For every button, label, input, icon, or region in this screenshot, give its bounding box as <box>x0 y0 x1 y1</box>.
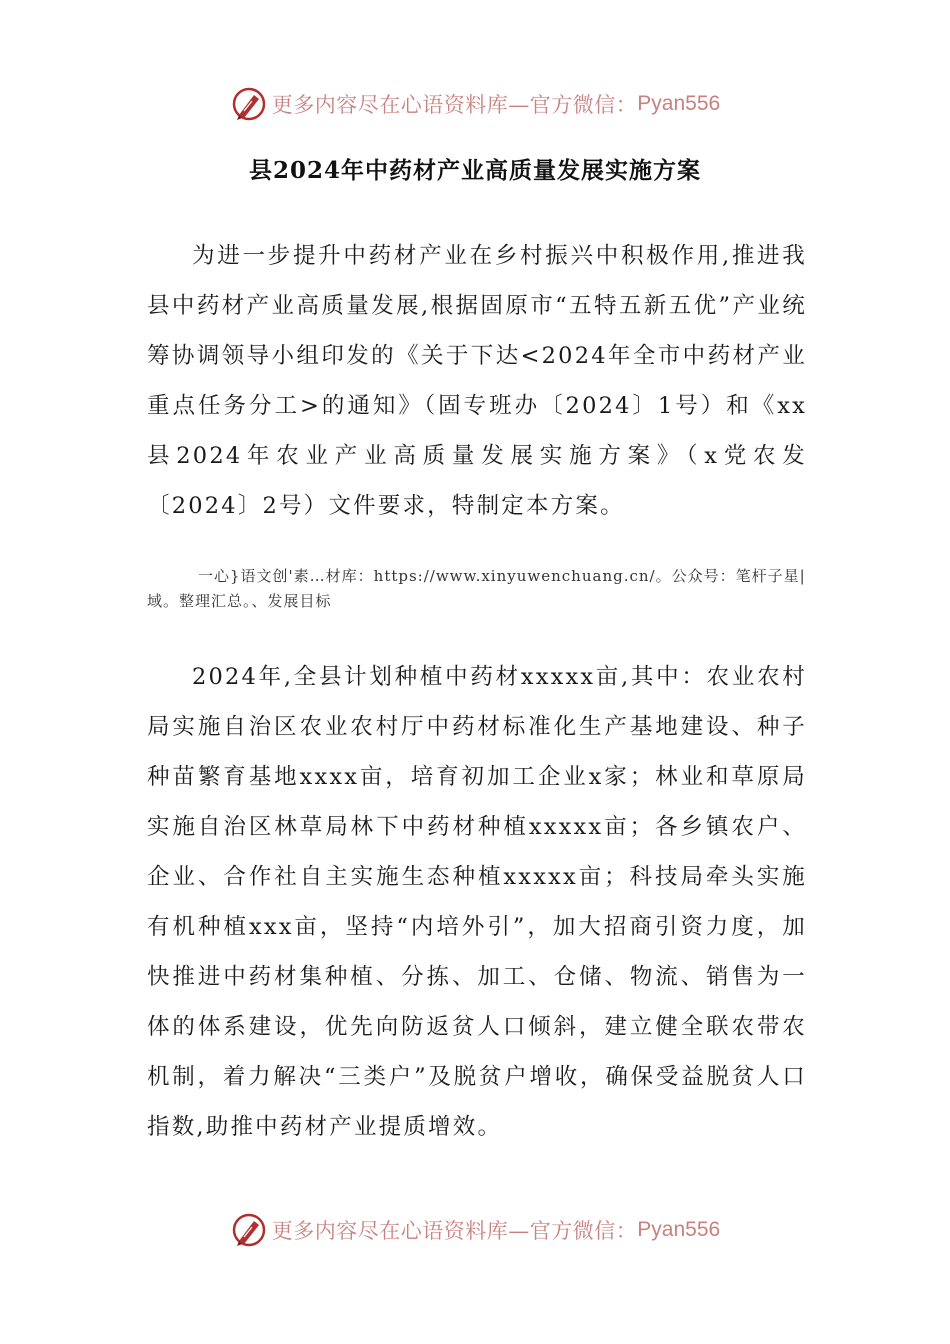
footer-banner <box>0 1208 950 1252</box>
document-title: 县2024年中药材产业高质量发展实施方案 <box>248 157 701 184</box>
pen-nib-icon <box>230 85 268 123</box>
banner-text: 更多内容尽在心语资料库—官方微信： <box>271 1219 638 1243</box>
wechat-id: Pyan556 <box>637 92 721 115</box>
paragraph-goals: 2024年,全县计划种植中药材xxxxx亩,其中：农业农村局实施自治区农业农村厅中药材标准化生产基地建设、种子种苗繁育基地xxxx亩，培育初加工企业x家；林业和草原局实施自治区林草局林下中药材种植xxxxx亩；各乡镇农户、企业、合作社自主实施生态种植xxxxx亩；科技局牵头实施有机种植xxx亩，坚持“内培外引”，加大招商引资力度，加快推进中药材集种植、分拣、加工、仓储、物流、销售为一体的体系建设，优先向防返贫人口倾斜，建立健全联农带农机制，着力解决“三类户”及脱贫户增收，确保受益脱贫人口指数,助推中药材产业提质增效。 <box>147 664 807 1140</box>
pen-nib-icon <box>230 1211 268 1249</box>
header-banner <box>0 82 950 126</box>
source-note: 一心}语文创'素…材库：https://www.xinyuwenchuang.cn/。公众号：笔杆子星|域。整理汇总。、发展目标 <box>147 567 806 610</box>
banner-text: 更多内容尽在心语资料库—官方微信： <box>271 93 638 117</box>
paragraph-intro: 为进一步提升中药材产业在乡村振兴中积极作用,推进我县中药材产业高质量发展,根据固原市“五特五新五优”产业统筹协调领导小组印发的《关于下达<2024年全市中药材产业重点任务分工>的通知》（固专班办〔2024〕1号）和《xx县2024年农业产业高质量发展实施方案》（x党农发〔2024〕2号）文件要求，特制定本方案。 <box>147 243 807 519</box>
wechat-id: Pyan556 <box>637 1218 721 1241</box>
